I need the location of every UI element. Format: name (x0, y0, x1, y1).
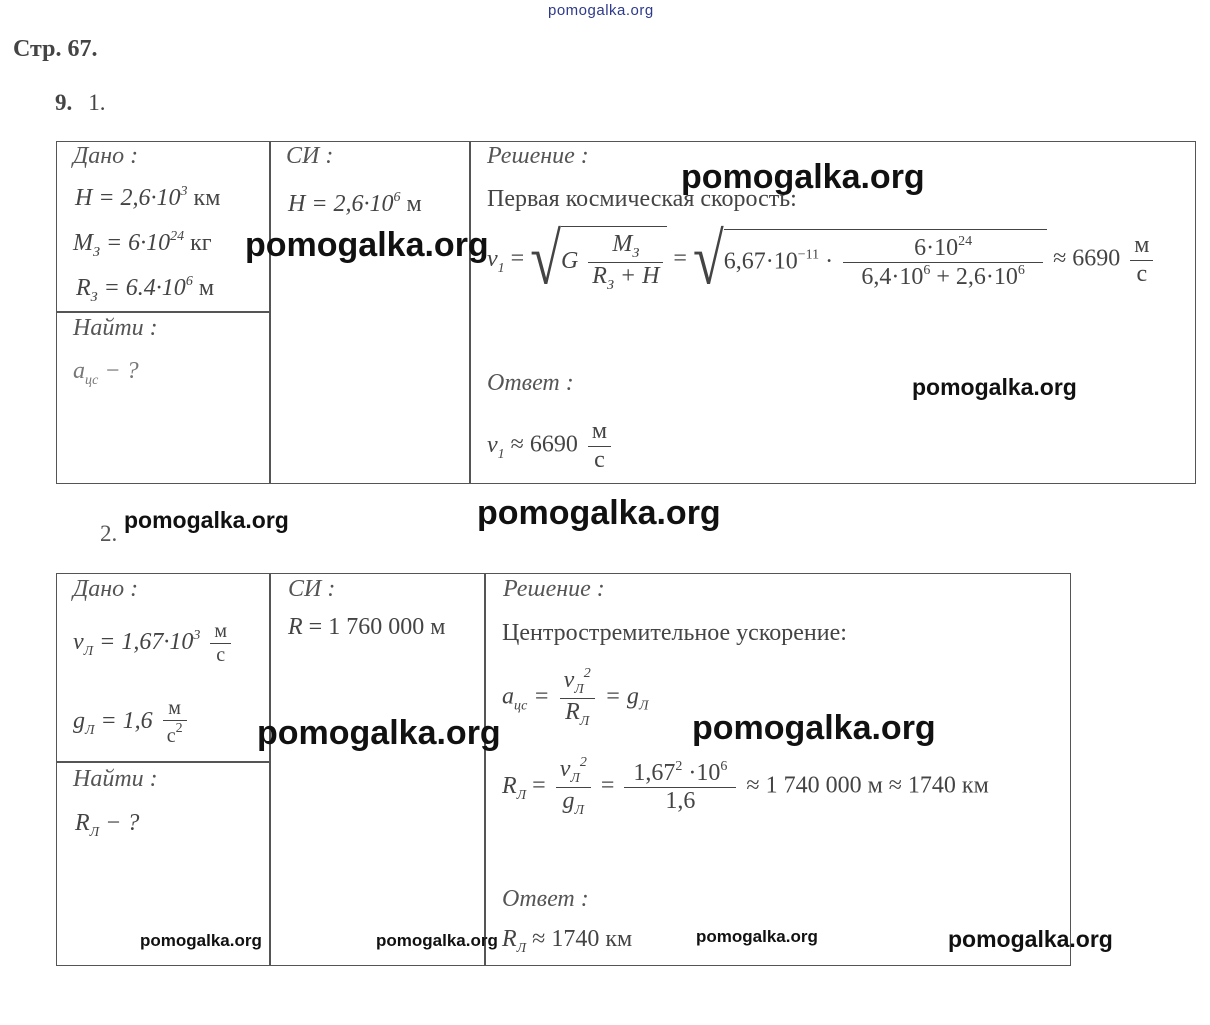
table-2-divider (484, 573, 486, 966)
page-title: Стр. 67. (13, 36, 98, 62)
watermark: pomogalka.org (124, 507, 289, 533)
si-value: $H = 2,6\cdot 10^6$ м (288, 190, 422, 217)
find-heading: Найти : (73, 315, 158, 341)
solution2-heading: Решение : (503, 576, 605, 602)
si-heading: СИ : (286, 143, 334, 169)
find-value: $a_{цс}$ − ? (73, 358, 139, 388)
watermark: pomogalka.org (912, 374, 1077, 400)
unit-num: м (1130, 232, 1153, 261)
task-number (55, 90, 106, 116)
part2-label: 2. (100, 521, 118, 546)
si2-heading: СИ : (288, 576, 336, 602)
answer2-value: $R_Л \approx 1740$ км (502, 926, 633, 956)
watermark: pomogalka.org (245, 226, 489, 264)
formula-result: ≈ 6690 (1053, 245, 1121, 272)
solution2-text: Центростремительное ускорение: (502, 620, 847, 646)
radius-result: ≈ 1 740 000 м ≈ 1740 км (746, 772, 989, 799)
table-1-divider (269, 141, 271, 484)
given2-heading: Дано : (73, 576, 139, 602)
task-number-label: 9. (55, 90, 73, 115)
watermark: pomogalka.org (376, 931, 498, 950)
watermark: pomogalka.org (477, 494, 721, 532)
watermark: pomogalka.org (696, 927, 818, 946)
velocity-formula: $v_1 = √G$ $\frac{M_З}{R_З + H}$ = $√6,67\cdot 10^{-11}$ · $\frac{6\cdot 10^{24}}{6,4\cdot 10^6 + 2,6\cdot 10^6}$ ≈ 6690 $\frac{м}{с}$ (487, 226, 1157, 294)
solution-heading: Решение : (487, 143, 589, 169)
site-header-link[interactable]: pomogalka.org (548, 2, 654, 19)
answer-value: $v_1 \approx 6690$ $\frac{м}{с}$ (487, 418, 615, 474)
given-heading: Дано : (73, 143, 139, 169)
si2-value: R = 1 760 000 м (288, 614, 446, 640)
table-1-divider (56, 311, 270, 313)
unit-den: с (1136, 260, 1148, 287)
find2-value: $R_Л$ − ? (75, 810, 140, 840)
watermark: pomogalka.org (140, 931, 262, 950)
accel-formula: $a_{цс}$ = $\frac{v_Л^2}{R_Л}$ = $g_Л$ (502, 666, 649, 730)
table-1-divider (469, 141, 471, 484)
watermark: pomogalka.org (257, 714, 501, 752)
watermark: pomogalka.org (692, 709, 936, 747)
radius-formula: $R_Л$ = $\frac{v_Л^2}{g_Л}$ = $\frac{1,67^2 \cdot 10^6}{1,6}$ ≈ 1 740 000 м ≈ 1740 км (502, 755, 989, 819)
find2-heading: Найти : (73, 766, 158, 792)
given2-v: $v_Л = 1,67\cdot 10^3$ $\frac{м}{с}$ (73, 620, 235, 667)
solution-text: Первая космическая скорость: (487, 186, 797, 212)
given2-g: $g_Л = 1,6$ $\frac{м}{с^2}$ (73, 697, 191, 748)
answer2-heading: Ответ : (502, 886, 589, 912)
part1-label: 1. (88, 90, 106, 115)
given-h: $H = 2,6\cdot 10^3$ км (75, 184, 221, 211)
table-2-divider (56, 761, 270, 763)
watermark: pomogalka.org (948, 926, 1113, 952)
given-r: $R_З = 6.4\cdot 10^6$ м (76, 274, 214, 305)
watermark: pomogalka.org (681, 158, 925, 196)
given-m: $M_З = 6\cdot 10^{24}$ кг (73, 229, 212, 260)
answer-heading: Ответ : (487, 370, 574, 396)
table-2-divider (269, 573, 271, 966)
